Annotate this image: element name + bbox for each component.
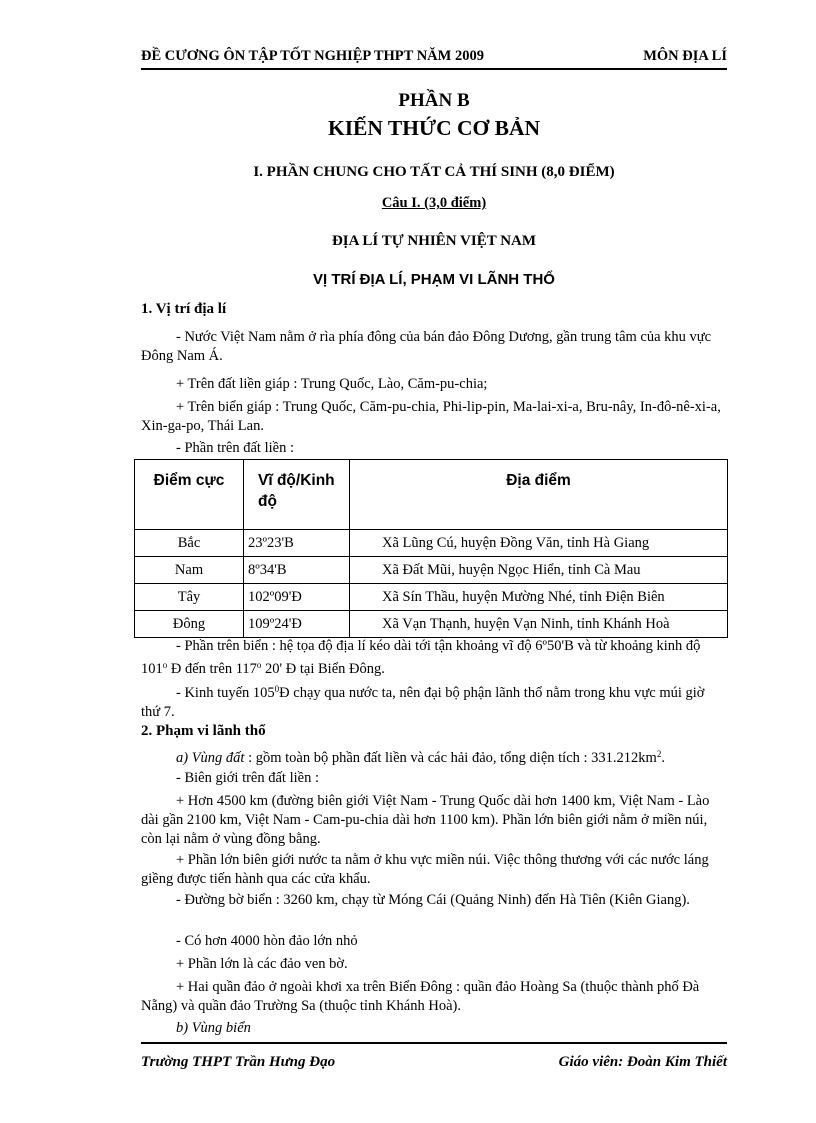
- table-header-coord: Vĩ độ/Kinh độ: [244, 460, 350, 530]
- section-title: I. PHẦN CHUNG CHO TẤT CẢ THÍ SINH (8,0 ĐIỂM): [253, 164, 615, 180]
- table-row: [135, 530, 728, 557]
- cell-place: Xã Sín Thầu, huyện Mường Nhé, tỉnh Điện Biên: [350, 584, 728, 611]
- footer-divider: [141, 1042, 727, 1044]
- cell-coord: 23º23'B: [244, 530, 350, 557]
- s1-paragraph-4: - Phần trên đất liền :: [176, 440, 294, 456]
- cell-point: Bắc: [135, 530, 244, 557]
- cell-point: Đông: [135, 611, 244, 638]
- cell-coord: 109º24'Đ: [244, 611, 350, 638]
- section-1-heading: 1. Vị trí địa lí: [141, 301, 227, 317]
- s2-paragraph-4: - Đường bờ biển : 3260 km, chạy từ Móng Cái (Quảng Ninh) đến Hà Tiên (Kiên Giang).: [176, 892, 690, 908]
- table-row: [135, 584, 728, 611]
- page-footer: [141, 1054, 727, 1071]
- cell-coord: 102º09'Đ: [244, 584, 350, 611]
- s2-paragraph-1: - Biên giới trên đất liền :: [176, 770, 319, 786]
- cell-place: Xã Vạn Thạnh, huyện Vạn Ninh, tỉnh Khánh Hoà: [350, 611, 728, 638]
- table-row: [135, 557, 728, 584]
- s1-paragraph-1: - Nước Việt Nam nằm ở rìa phía đông của bán đảo Đông Dương, gần trung tâm của khu vực Đông Nam Á.: [141, 329, 712, 364]
- question-title: Câu I. (3,0 điểm): [381, 195, 487, 211]
- page-header: [141, 48, 727, 70]
- subtopic-title: VỊ TRÍ ĐỊA LÍ, PHẠM VI LÃNH THỔ: [313, 271, 555, 288]
- s1-paragraph-6: - Kinh tuyến $105^0Đ$ chạy qua nước ta, nên đại bộ phận lãnh thổ nằm trong khu vực múi giờ thứ 7.: [141, 684, 705, 720]
- cell-place: Xã Lũng Cú, huyện Đồng Văn, tỉnh Hà Giang: [350, 530, 728, 557]
- s1-paragraph-2: + Trên đất liền giáp : Trung Quốc, Lào, Căm-pu-chia;: [176, 376, 488, 392]
- s2-paragraph-2: + Hơn 4500 km (đường biên giới Việt Nam - Trung Quốc dài hơn 1400 km, Việt Nam - Lào dài gần 2100 km, Việt Nam - Cam-pu-chia dài hơn 1100 km). Phần lớn biên giới nằm ở miền núi, còn lại nằm ở vùng đồng bằng.: [141, 793, 710, 847]
- s2-paragraph-7: + Hai quần đảo ở ngoài khơi xa trên Biển Đông : quần đảo Hoàng Sa (thuộc thành phố Đà Nẵng) và quần đảo Trường Sa (thuộc tỉnh Khánh Hoà).: [141, 979, 700, 1014]
- s2-paragraph-3: + Phần lớn biên giới nước ta nằm ở khu vực miền núi. Việc thông thương với các nước láng giềng được tiến hành qua các cửa khẩu.: [141, 852, 709, 887]
- cell-place: Xã Đất Mũi, huyện Ngọc Hiển, tỉnh Cà Mau: [350, 557, 728, 584]
- table-header-point: Điểm cực: [135, 460, 244, 530]
- cell-point: Nam: [135, 557, 244, 584]
- s2-paragraph-6: + Phần lớn là các đảo ven bờ.: [176, 956, 348, 972]
- section-2-heading: 2. Phạm vi lãnh thổ: [141, 723, 266, 739]
- cell-coord: 8º34'B: [244, 557, 350, 584]
- header-subject: MÔN ĐỊA LÍ: [643, 48, 727, 64]
- extreme-points-table: [134, 459, 728, 638]
- footer-school: Trường THPT Trần Hưng Đạo: [141, 1054, 336, 1070]
- table-header-place: Địa điểm: [350, 460, 728, 530]
- s2-land-paragraph: a) Vùng đất : gồm toàn bộ phần đất liền và các hải đảo, tổng diện tích : $331.212km^2$.: [176, 749, 665, 766]
- table-header-row: [135, 460, 728, 530]
- cell-point: Tây: [135, 584, 244, 611]
- s2-sea-heading: b) Vùng biển: [176, 1020, 251, 1036]
- header-doc-title: ĐỀ CƯƠNG ÔN TẬP TỐT NGHIỆP THPT NĂM 2009: [141, 48, 484, 64]
- s1-paragraph-3: + Trên biển giáp : Trung Quốc, Căm-pu-chia, Phi-lip-pin, Ma-lai-xi-a, Bru-nây, In-đô-nê-xi-a, Xin-ga-po, Thái Lan.: [141, 399, 721, 434]
- s1-paragraph-5: - Phần trên biển : hệ tọa độ địa lí kéo dài tới tận khoảng vĩ độ 6º50'B và từ khoảng kinh độ 101$^o$ Đ đến trên 117$^o$ 20' Đ tại Biển Đông.: [141, 638, 701, 677]
- topic-title: ĐỊA LÍ TỰ NHIÊN VIỆT NAM: [331, 233, 537, 249]
- table-row: [135, 611, 728, 638]
- part-title: PHẦN B: [398, 90, 470, 111]
- s2-paragraph-5: - Có hơn 4000 hòn đảo lớn nhỏ: [176, 933, 358, 949]
- footer-teacher: Giáo viên: Đoàn Kim Thiết: [558, 1054, 727, 1070]
- main-title: KIẾN THỨC CƠ BẢN: [327, 116, 541, 140]
